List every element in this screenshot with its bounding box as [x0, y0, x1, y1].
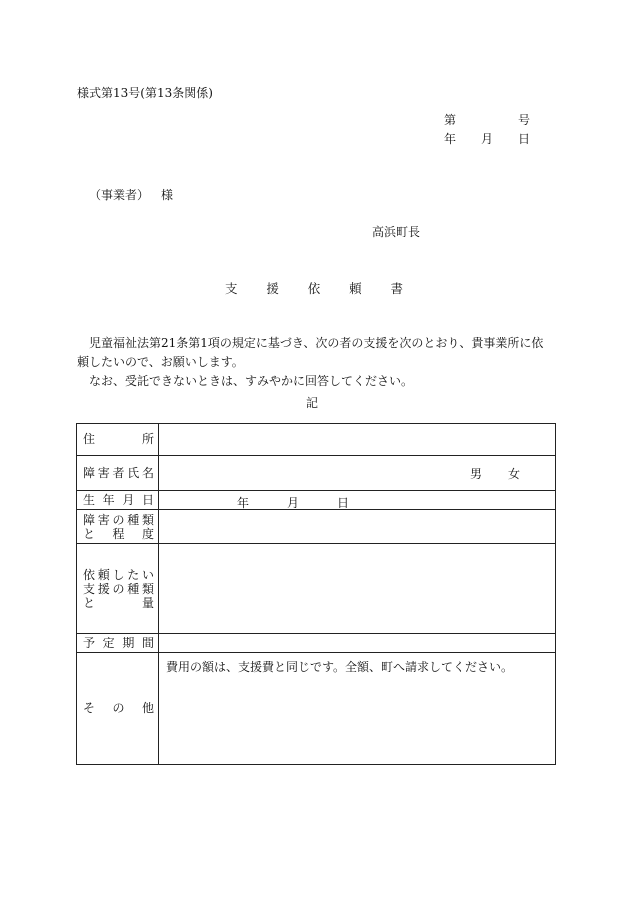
other-field[interactable]	[159, 653, 556, 765]
document-date	[444, 130, 530, 147]
ki-heading: 記	[306, 396, 319, 410]
doc-number-suffix: 号	[517, 113, 530, 127]
gender-male[interactable]: 男	[470, 467, 483, 481]
period-field[interactable]	[159, 634, 556, 653]
date-year: 年	[444, 132, 457, 146]
name-field[interactable]	[159, 456, 556, 491]
request-form-table	[76, 423, 556, 765]
recipient	[89, 186, 173, 203]
body-text	[77, 334, 553, 391]
gender-options[interactable]	[470, 465, 520, 482]
other-label: そ の 他	[77, 653, 159, 765]
row-birthdate	[77, 491, 556, 510]
birthdate-label: 生 年 月 日	[77, 491, 159, 510]
requested-support-field[interactable]	[159, 544, 556, 634]
date-month: 月	[480, 132, 493, 146]
title-char: 頼	[349, 281, 362, 296]
issuer: 高浜町長	[372, 225, 421, 239]
row-period	[77, 634, 556, 653]
recipient-name: （事業者）	[89, 188, 150, 202]
disability-field[interactable]	[159, 510, 556, 544]
requested-support-label: 依 頼 し た い 支 援 の 種 類 と 量	[77, 544, 159, 634]
document-title	[225, 279, 403, 297]
birthdate-field[interactable]	[159, 491, 556, 510]
name-label: 障 害 者 氏 名	[77, 456, 159, 491]
other-note: 費用の額は、支援費と同じです。全額、町へ請求してください。	[166, 660, 514, 674]
title-char: 援	[266, 281, 279, 296]
body-paragraph-1: 児童福祉法第21条第1項の規定に基づき、次の者の支援を次のとおり、貴事業所に依頼したいので、お願いします。	[77, 336, 544, 369]
address-field[interactable]	[159, 424, 556, 456]
birth-month: 月	[287, 496, 300, 510]
row-address	[77, 424, 556, 456]
row-other	[77, 653, 556, 765]
recipient-honorific: 様	[161, 188, 174, 202]
form-number: 様式第13号(第13条関係)	[77, 86, 213, 100]
birth-year: 年	[237, 496, 250, 510]
title-char: 書	[390, 281, 403, 296]
row-name	[77, 456, 556, 491]
date-day: 日	[517, 132, 530, 146]
row-requested-support	[77, 544, 556, 634]
body-paragraph-2: なお、受託できないときは、すみやかに回答してください。	[89, 374, 414, 388]
period-label: 予 定 期 間	[77, 634, 159, 653]
birth-day: 日	[337, 496, 350, 510]
disability-label: 障 害 の 種 類 と 程 度	[77, 510, 159, 544]
title-char: 依	[307, 281, 321, 296]
doc-number-prefix: 第	[444, 113, 457, 127]
row-disability	[77, 510, 556, 544]
address-label: 住 所	[77, 424, 159, 456]
title-char: 支	[225, 281, 238, 296]
document-number	[444, 111, 530, 128]
birthdate-parts	[237, 494, 349, 511]
gender-female[interactable]: 女	[508, 467, 521, 481]
